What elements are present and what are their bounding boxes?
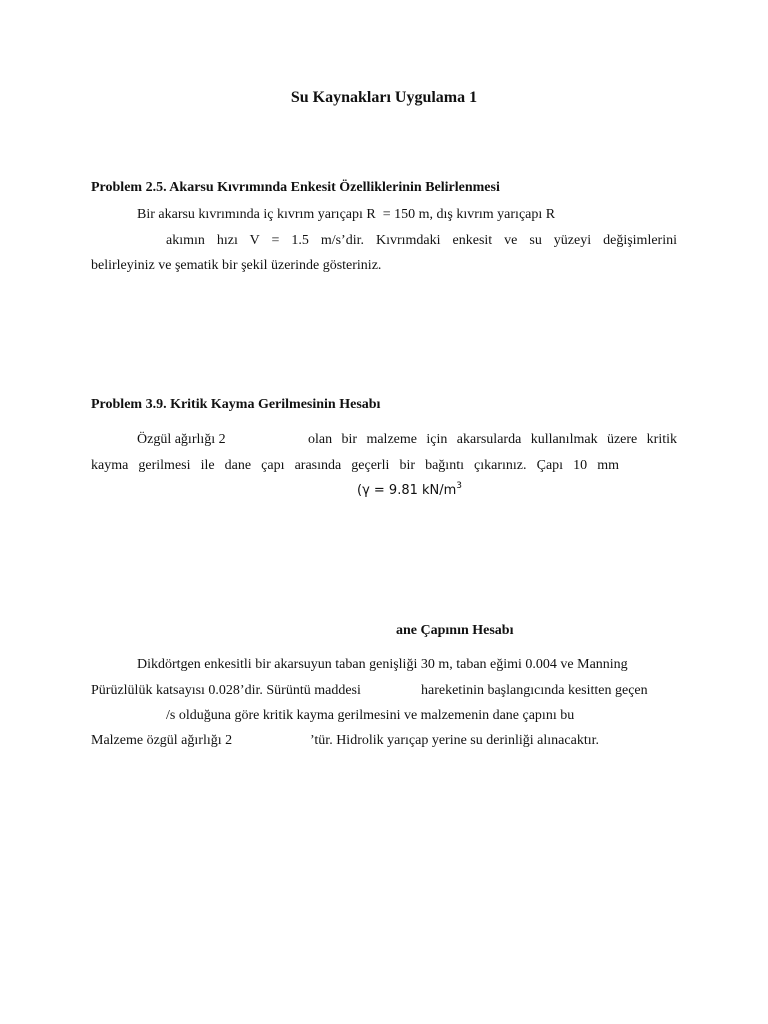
problem-1-heading: Problem 2.5. Akarsu Kıvrımında Enkesit Özelliklerinin Belirlenmesi xyxy=(91,180,500,195)
problem-3-line-3: /s olduğuna göre kritik kayma gerilmesini ve malzemenin dane çapını bu xyxy=(166,708,575,723)
problem-2-line-1a: Özgül ağırlığı 2 xyxy=(137,432,226,447)
problem-1-line-1: Bir akarsu kıvrımında iç kıvrım yarıçapı R = 150 m, dış kıvrım yarıçapı R xyxy=(137,207,556,222)
problem-1-line-3: belirleyiniz ve şematik bir şekil üzerinde gösteriniz. xyxy=(91,258,382,273)
problem-2-line-2: kayma gerilmesi ile dane çapı arasında geçerli bir bağıntı çıkarınız. Çapı 10 mm xyxy=(91,458,619,473)
problem-3-line-4a: Malzeme özgül ağırlığı 2 xyxy=(91,733,233,748)
gamma-formula xyxy=(357,483,462,499)
problem-3-line-2a: Pürüzlülük katsayısı 0.028’dir. Sürüntü maddesi xyxy=(91,683,361,698)
problem-3-line-4b: ’tür. Hidrolik yarıçap yerine su derinliği alınacaktır. xyxy=(310,733,599,748)
problem-2-line-1b: olan bir malzeme için akarsularda kullanılmak üzere kritik xyxy=(308,432,677,447)
gamma-formula-text: (γ = 9.81 kN/m xyxy=(357,483,457,498)
problem-1-line-2: akımın hızı V = 1.5 m/s’dir. Kıvrımdaki enkesit ve su yüzeyi değişimlerini xyxy=(166,233,677,248)
problem-3-heading: ane Çapının Hesabı xyxy=(396,623,514,638)
gamma-formula-exponent: 3 xyxy=(456,481,463,491)
problem-3-line-2b: hareketinin başlangıcında kesitten geçen xyxy=(421,683,648,698)
page-title: Su Kaynakları Uygulama 1 xyxy=(290,89,478,106)
problem-3-line-1: Dikdörtgen enkesitli bir akarsuyun taban genişliği 30 m, taban eğimi 0.004 ve Manning xyxy=(137,657,628,672)
problem-2-heading: Problem 3.9. Kritik Kayma Gerilmesinin Hesabı xyxy=(91,397,381,412)
